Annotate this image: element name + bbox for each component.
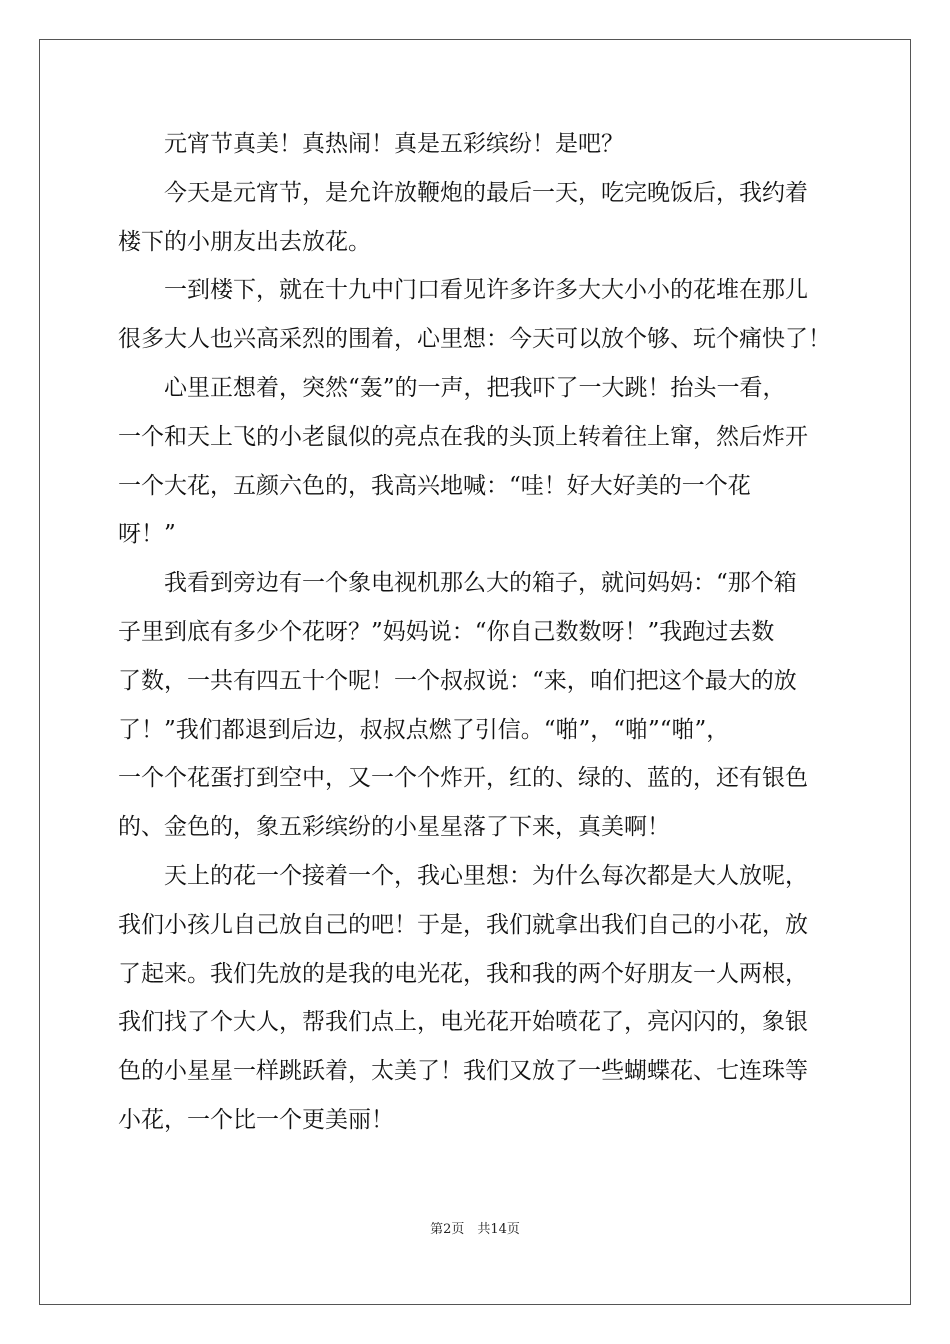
text-line: 子里到底有多少个花呀？”妈妈说：“你自己数数呀！”我跑过去数 — [118, 618, 775, 645]
text-line: 呀！” — [118, 521, 176, 548]
paragraph-6 — [118, 852, 834, 1145]
text-line: 我们小孩儿自己放自己的吧！于是，我们就拿出我们自己的小花，放 — [118, 911, 808, 938]
page-footer — [0, 1218, 950, 1237]
text-line: 了数，一共有四五十个呢！一个叔叔说：“来，咱们把这个最大的放 — [118, 667, 797, 694]
text-line: 天上的花一个接着一个，我心里想：为什么每次都是大人放呢， — [164, 862, 808, 889]
text-line: 一个和天上飞的小老鼠似的亮点在我的头顶上转着往上窜，然后炸开 — [118, 423, 808, 450]
text-line: 了！”我们都退到后边，叔叔点燃了引信。“啪”，“啪”“啪”， — [118, 716, 730, 743]
page-number: 第2页 共14页 — [430, 1222, 520, 1237]
text-line: 一到楼下，就在十九中门口看见许多许多大大小小的花堆在那儿 — [164, 277, 808, 304]
text-line: 小花，一个比一个更美丽！ — [118, 1106, 394, 1133]
paragraph-2 — [118, 169, 834, 267]
text-line: 的、金色的，象五彩缤纷的小星星落了下来，真美啊！ — [118, 814, 670, 841]
text-line: 今天是元宵节，是允许放鞭炮的最后一天，吃完晚饭后，我约着 — [164, 179, 808, 206]
text-line: 我看到旁边有一个象电视机那么大的箱子，就问妈妈：“那个箱 — [164, 570, 797, 597]
document-body — [118, 120, 834, 1145]
text-line: 很多大人也兴高采烈的围着，心里想：今天可以放个够、玩个痛快了！ — [118, 326, 831, 353]
paragraph-3 — [118, 266, 834, 364]
text-line: 色的小星星一样跳跃着，太美了！我们又放了一些蝴蝶花、七连珠等 — [118, 1058, 808, 1085]
paragraph-4 — [118, 364, 834, 559]
text-line: 我们找了个大人，帮我们点上，电光花开始喷花了，亮闪闪的，象银 — [118, 1009, 808, 1036]
paragraph-5 — [118, 559, 834, 852]
text-line: 心里正想着，突然“轰”的一声，把我吓了一大跳！抬头一看， — [164, 374, 786, 401]
text-line: 一个个花蛋打到空中，又一个个炸开，红的、绿的、蓝的，还有银色 — [118, 765, 808, 792]
text-line: 楼下的小朋友出去放花。 — [118, 228, 371, 255]
text-line: 了起来。我们先放的是我的电光花，我和我的两个好朋友一人两根， — [118, 960, 808, 987]
paragraph-1: 元宵节真美！真热闹！真是五彩缤纷！是吧？ — [164, 131, 624, 157]
text-line: 一个大花，五颜六色的，我高兴地喊：“哇！好大好美的一个花 — [118, 472, 751, 499]
